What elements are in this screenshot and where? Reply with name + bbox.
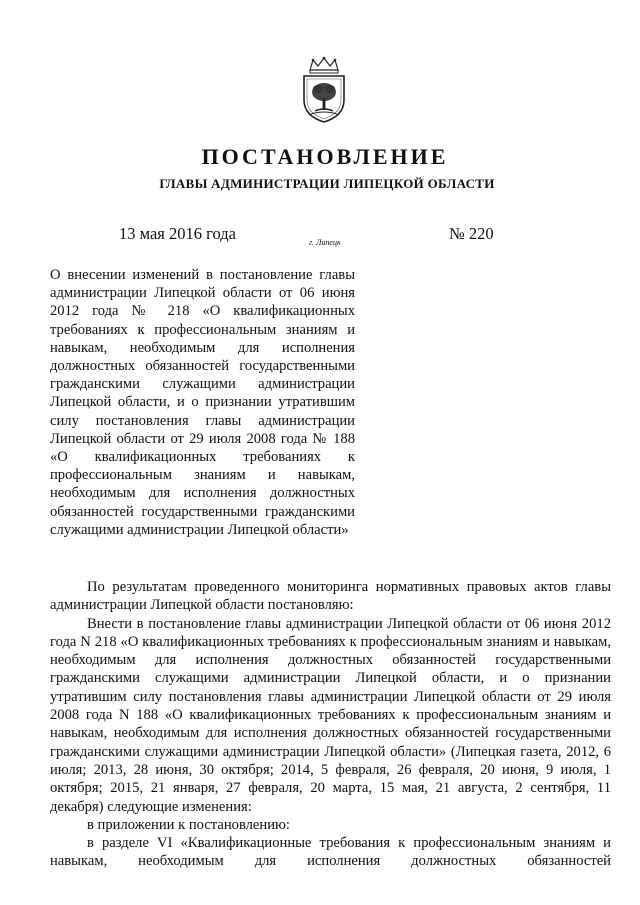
- coat-of-arms-icon: [299, 56, 349, 124]
- document-number: № 220: [449, 224, 494, 243]
- document-subtitle: ГЛАВЫ АДМИНИСТРАЦИИ ЛИПЕЦКОЙ ОБЛАСТИ: [159, 176, 495, 191]
- body-paragraph: По результатам проведенного мониторинга нормативных правовых актов главы администрации Липецкой области постановляю:: [50, 579, 611, 614]
- document-subject: О внесении изменений в постановление главы администрации Липецкой области от 06 июня 2012 года № 218 «О квалификационных требованиях к профессиональным знаниям и навыкам, необходимым для исполнения должностных обязанностей государственными гражданскими служащими администрации Липецкой области, и о признании утратившим силу постановления главы администрации Липецкой области от 29 июля 2008 года № 188 «О квалификационных требованиях к профессиональным знаниям и навыкам, необходимым для исполнения должностных обязанностей государственными гражданскими служащими администрации Липецкой области»: [50, 267, 355, 538]
- document-title: ПОСТАНОВЛЕНИЕ: [201, 144, 449, 169]
- document-body: [50, 578, 611, 871]
- body-paragraph: в разделе VI «Квалификационные требования к профессиональным знаниям и навыкам, необходимым для исполнения должностных обязанностей: [50, 835, 611, 870]
- body-paragraph: в приложении к постановлению:: [87, 816, 290, 833]
- body-paragraph: Внести в постановление главы администрации Липецкой области от 06 июня 2012 года N 218 «О квалификационных требованиях к профессиональным знаниям и навыкам, необходимым для исполнения должностных обязанностей государственными гражданскими служащими администрации Липецкой области, и о признании утратившим силу постановления главы администрации Липецкой области от 29 июля 2008 года N 188 «О квалификационных требованиях к профессиональным знаниям и навыкам, необходимым для исполнения должностных обязанностей государственными гражданскими служащими администрации Липецкой области» (Липецкая газета, 2012, 6 июля; 2013, 28 июня, 30 октября; 2014, 5 февраля, 26 февраля, 20 июня, 9 июля, 1 октября; 2015, 21 января, 27 февраля, 20 марта, 15 мая, 21 августа, 2 сентября, 11 декабря) следующие изменения:: [50, 615, 611, 815]
- document-date: 13 мая 2016 года: [119, 224, 236, 243]
- document-city: г. Липецк: [309, 238, 341, 247]
